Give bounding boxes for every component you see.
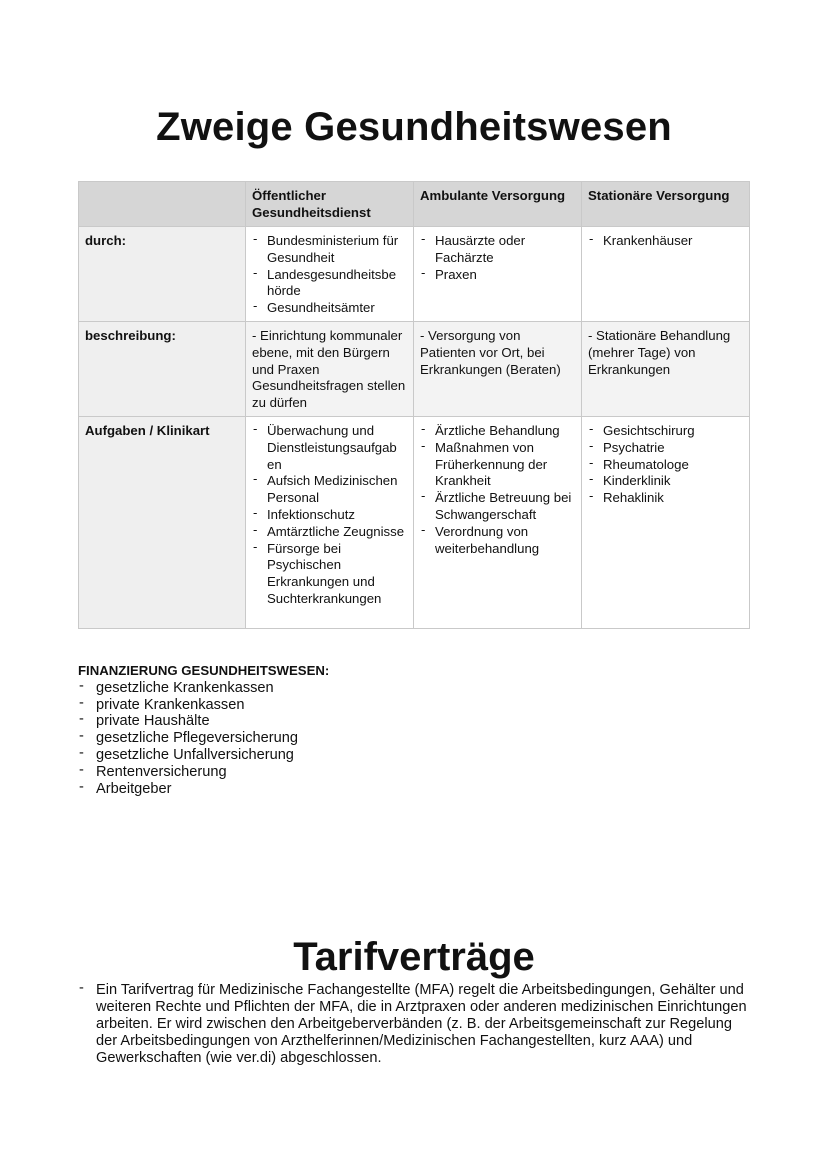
- list-item: - private Haushälte: [78, 713, 329, 730]
- list-item: - Fürsorge bei Psychischen Erkrankungen und Suchterkrankungen: [252, 541, 407, 608]
- cell-durch-inpatient: [582, 227, 750, 322]
- dash-list: [588, 233, 743, 250]
- row-label-durch: durch:: [79, 227, 246, 322]
- list-item: - gesetzliche Krankenkassen: [78, 680, 329, 697]
- dash-list: [420, 423, 575, 557]
- list-item: - Ärztliche Betreuung bei Schwangerschaft: [420, 490, 575, 524]
- list-item: - Gesundheitsämter: [252, 300, 407, 317]
- list-item: - gesetzliche Pflegeversicherung: [78, 730, 329, 747]
- financing-heading: FINANZIERUNG GESUNDHEITSWESEN:: [78, 663, 330, 678]
- list-item: - Praxen: [420, 267, 575, 284]
- healthcare-branches-table: [78, 181, 750, 629]
- row-label-aufgaben: Aufgaben / Klinikart: [79, 416, 246, 628]
- list-item: - Arbeitgeber: [78, 781, 329, 798]
- list-item: - gesetzliche Unfallversicherung: [78, 747, 329, 764]
- row-label-beschreibung: beschreibung:: [79, 322, 246, 417]
- list-item: - Gesichtschirurg: [588, 423, 743, 440]
- list-item: - Aufsich Medizinischen Personal: [252, 473, 407, 507]
- cell-durch-public: [246, 227, 414, 322]
- dash-list: [252, 233, 407, 317]
- list-item: - Kinderklinik: [588, 473, 743, 490]
- financing-section: [78, 663, 329, 797]
- cell-durch-outpatient: [414, 227, 582, 322]
- cell-tasks-outpatient: [414, 416, 582, 628]
- table-header-row: [79, 182, 750, 227]
- dash-list: [588, 423, 743, 507]
- list-item: - Überwachung und Dienstleistungsaufgab en: [252, 423, 407, 473]
- dash-list: [420, 233, 575, 283]
- list-item: - Rehaklinik: [588, 490, 743, 507]
- table-row: [79, 322, 750, 417]
- list-item: - Rheumatologe: [588, 457, 743, 474]
- cell-tasks-public: [246, 416, 414, 628]
- section-title-tarifvertraege: Tarifverträge: [293, 935, 535, 980]
- dash-list: [78, 982, 750, 1067]
- header-outpatient-care: Ambulante Versorgung: [414, 182, 582, 227]
- dash-list: [252, 423, 407, 608]
- list-item: - Infektionschutz: [252, 507, 407, 524]
- cell-desc-inpatient: - Stationäre Behandlung (mehrer Tage) von Erkrankungen: [582, 322, 750, 417]
- list-item: - Rentenversicherung: [78, 764, 329, 781]
- table-row: [79, 416, 750, 628]
- financing-list: [78, 680, 329, 798]
- cell-desc-public: - Einrichtung kommunaler ebene, mit den Bürgern und Praxen Gesundheitsfragen stellen zu dürfen: [246, 322, 414, 417]
- list-item: - Bundesministerium für Gesundheit: [252, 233, 407, 267]
- list-item: - Verordnung von weiterbehandlung: [420, 524, 575, 558]
- list-item: - Psychatrie: [588, 440, 743, 457]
- list-item: - Krankenhäuser: [588, 233, 743, 250]
- header-empty: [79, 182, 246, 227]
- page-title: Zweige Gesundheitswesen: [156, 104, 672, 149]
- cell-tasks-inpatient: [582, 416, 750, 628]
- cell-desc-outpatient: - Versorgung von Patienten vor Ort, bei Erkrankungen (Beraten): [414, 322, 582, 417]
- list-item: - Maßnahmen von Früherkennung der Krankheit: [420, 440, 575, 490]
- list-item: - Hausärzte oder Fachärzte: [420, 233, 575, 267]
- list-item: - private Krankenkassen: [78, 697, 329, 714]
- list-item: - Landesgesundheitsbe hörde: [252, 267, 407, 301]
- header-public-health-service: Öffentlicher Gesundheitsdienst: [246, 182, 414, 227]
- tarif-paragraph-block: [78, 982, 750, 1067]
- list-item: - Ärztliche Behandlung: [420, 423, 575, 440]
- header-inpatient-care: Stationäre Versorgung: [582, 182, 750, 227]
- table-row: [79, 227, 750, 322]
- tarif-paragraph: - Ein Tarifvertrag für Medizinische Fachangestellte (MFA) regelt die Arbeitsbedingungen, Gehälter und weiteren Rechte und Pflichten der MFA, die in Arztpraxen oder anderen medizinischen Einrichtungen arbeiten. Er wird zwischen den Arbeitgeberverbänden (z. B. der Arbeitsgemeinschaft zur Regelung der Arbeitsbedingungen von Arzthelferinnen/Medizinischen Fachangestellten, kurz AAA) und Gewerkschaften (wie ver.di) abgeschlossen.: [78, 982, 750, 1067]
- list-item: - Amtärztliche Zeugnisse: [252, 524, 407, 541]
